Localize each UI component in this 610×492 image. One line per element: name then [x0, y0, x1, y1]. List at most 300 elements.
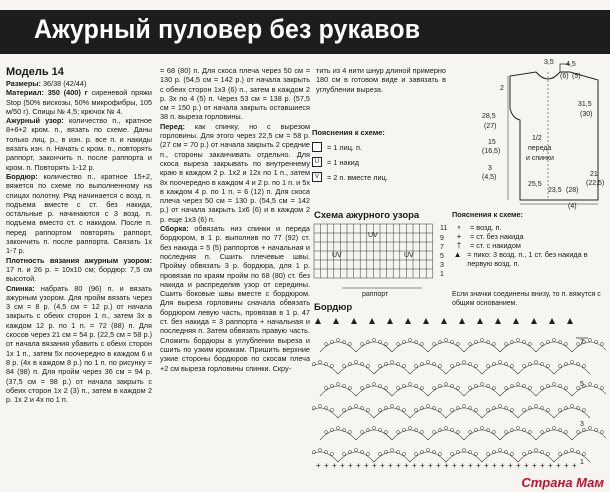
- chain-stitch: [522, 408, 525, 411]
- chain-stitch: [588, 382, 591, 385]
- stitch-symbol: +: [388, 461, 393, 470]
- chain-arch: [428, 342, 464, 352]
- chain-stitch: [396, 386, 399, 389]
- dim-label: 31,5: [578, 101, 592, 108]
- dim-label: (6): [560, 73, 569, 80]
- chain-arch: [338, 364, 374, 374]
- chain-stitch: [444, 426, 447, 429]
- chain-stitch: [552, 338, 555, 341]
- row-number: 1: [440, 271, 444, 278]
- chain-arch: [374, 364, 410, 374]
- chain-stitch: [510, 452, 513, 455]
- legend-item-label: = пико: 3 возд. п., 1 ст. без накида в первую возд. п.: [467, 250, 588, 268]
- page-title: Ажурный пуловер без рукавов: [34, 14, 421, 44]
- legend-item: [312, 142, 432, 152]
- chain-stitch: [540, 430, 543, 433]
- chain-stitch: [504, 386, 507, 389]
- back-label: Спинка:: [6, 283, 35, 293]
- stitch-mark: UV: [332, 252, 342, 259]
- legend-item: [452, 232, 608, 241]
- border-text: количество п., кратное 15+2, вяжется по схеме по выполненному на спицах полотну. Ряд начинается с возд. п. подъема вместе с ст. без накида, остальные р. начинаются с 3 возд. п. подъема вместо ст. с накидом. После п. перед раппортом повторять раппорт, закончить п. после раппорта. Связать 1х 1-7 р.: [6, 171, 152, 256]
- chain-arch: [356, 342, 392, 352]
- dim-label: (22,5): [586, 180, 605, 187]
- chain-stitch: [486, 452, 489, 455]
- chain-stitch: [336, 382, 339, 385]
- chain-stitch: [438, 452, 441, 455]
- chain-stitch: [396, 342, 399, 345]
- chain-stitch: [360, 386, 363, 389]
- chain-stitch: [408, 382, 411, 385]
- legend-item-label: = 1 лиц. п.: [327, 142, 362, 152]
- chain-arch: [410, 408, 446, 418]
- chain-stitch: [324, 342, 327, 345]
- picot-mark: [495, 318, 501, 324]
- chain-stitch: [600, 386, 603, 389]
- chain-stitch: [390, 404, 393, 407]
- sizes-text: 36/38 (42/44): [40, 79, 87, 88]
- stitch-symbol: +: [492, 461, 497, 470]
- chain-stitch: [516, 382, 519, 385]
- chain-arch: [500, 430, 536, 440]
- stitch-symbol: +: [324, 461, 329, 470]
- stitch-symbol: +: [508, 461, 513, 470]
- chain-arch: [572, 342, 606, 352]
- chain-stitch: [360, 342, 363, 345]
- chain-stitch: [534, 448, 537, 451]
- chain-stitch: [318, 448, 321, 451]
- chain-stitch: [546, 364, 549, 367]
- stitch-symbol: +: [556, 461, 561, 470]
- chain-stitch: [582, 364, 585, 367]
- chain-arch: [572, 430, 606, 440]
- border-label: Бордюр:: [6, 171, 38, 181]
- picot-mark: [351, 318, 357, 324]
- chain-stitch: [486, 364, 489, 367]
- stitch-symbol: +: [564, 461, 569, 470]
- chain-stitch: [342, 452, 345, 455]
- chain-stitch: [588, 338, 591, 341]
- chain-arch: [464, 386, 500, 396]
- chain-arch: [572, 386, 606, 396]
- dim-label: 2: [500, 85, 504, 92]
- chain-arch: [392, 342, 428, 352]
- row-number: 3: [440, 262, 444, 269]
- stitch-symbol: +: [476, 461, 481, 470]
- chain-stitch: [372, 426, 375, 429]
- stitch-mark: UV: [404, 252, 414, 259]
- row-number: 7: [580, 339, 584, 346]
- chain-stitch: [546, 408, 549, 411]
- legend-item-label: = 1 накид: [327, 157, 359, 167]
- text-column-1: [6, 66, 152, 492]
- piece-label: и спинки: [526, 155, 554, 162]
- chain-stitch: [384, 430, 387, 433]
- chain-stitch: [318, 360, 321, 363]
- stitch-symbol: +: [500, 461, 505, 470]
- chain-stitch: [450, 408, 453, 411]
- stitch-symbol: +: [332, 461, 337, 470]
- stitch-symbol: +: [540, 461, 545, 470]
- chain-stitch: [354, 404, 357, 407]
- chain-stitch: [468, 386, 471, 389]
- stitch-symbol: +: [572, 461, 577, 470]
- back-text: набрать 80 (96) п. и вязать ажурным узором. Для пройм вязать через 3 см = 8 р. (4,5 см = 12 р.) от начала закрыть с обеих сторон 1 п., затем 3х в каждом 12 р. по 1 п. = 72 (88) п. Для скосов через 21 см = 54 р. (22,5 см = 58 р.) от начала вязания убавить с обеих сторон 1х 1 п., затем 5х поочередно в каждом 6 и 8 р. (4х в каждом 8 р.) по 1 п. по рисунку = 84 (98) п. Для пройм через 36 см = 94 р. (37,5 см = 98 р.) от начала закрыть с обеих сторон 1х 2 (3) п., затем в каждом 2 р. 1х 2 и 4х по 1 п.: [6, 283, 152, 405]
- chain-stitch: [384, 386, 387, 389]
- chain-stitch: [534, 360, 537, 363]
- dim-label: (5): [572, 73, 581, 80]
- stitch-symbol: +: [412, 461, 417, 470]
- chain-stitch: [420, 386, 423, 389]
- yarn-over-icon: U: [312, 157, 322, 167]
- chain-stitch: [372, 338, 375, 341]
- stitch-symbol: +: [452, 461, 457, 470]
- chain-stitch: [432, 386, 435, 389]
- chain-stitch: [600, 430, 603, 433]
- chain-arch: [410, 364, 446, 374]
- chain-stitch: [480, 426, 483, 429]
- chain-stitch: [432, 430, 435, 433]
- chain-stitch: [540, 342, 543, 345]
- sizes-label: Размеры:: [6, 79, 41, 88]
- stitch-symbol: +: [404, 461, 409, 470]
- legend-item: [312, 157, 432, 167]
- chain-stitch: [456, 386, 459, 389]
- chain-stitch: [480, 338, 483, 341]
- chain-stitch: [444, 382, 447, 385]
- chain-stitch: [456, 342, 459, 345]
- chain-stitch: [552, 382, 555, 385]
- chain-stitch: [510, 364, 513, 367]
- chain-stitch: [324, 386, 327, 389]
- back-text-cont: = 68 (80) п. Для скоса плеча через 50 см = 130 р. (54,5 см = 142 р.) от начала закрыть с обеих сторон 1х3 (6) п., затем в каждом 2 р. 3х по 4 (5) п. Через 53 см = 138 р. (57,5 см = 150 р.) от начала закрыть оставшиеся 38 п. выреза горловины.: [160, 66, 310, 122]
- piece-label: переда: [528, 145, 552, 152]
- dim-label: 23,5: [548, 187, 562, 194]
- chain-arch: [518, 408, 554, 418]
- chain-arch: [428, 430, 464, 440]
- picot-mark: [315, 318, 321, 324]
- chain-stitch: [402, 364, 405, 367]
- chain-stitch: [474, 364, 477, 367]
- chain-stitch: [522, 452, 525, 455]
- chain-stitch: [450, 452, 453, 455]
- chain-stitch: [408, 338, 411, 341]
- chain-stitch: [492, 342, 495, 345]
- chain-stitch: [504, 430, 507, 433]
- chain-stitch: [462, 360, 465, 363]
- chain-stitch: [516, 338, 519, 341]
- chain-stitch: [366, 364, 369, 367]
- stitch-symbol: +: [356, 461, 361, 470]
- row-number: 1: [580, 459, 584, 466]
- chain-stitch: [366, 408, 369, 411]
- dim-label: 21: [590, 171, 598, 178]
- chain-stitch: [408, 426, 411, 429]
- chain-arch: [536, 430, 572, 440]
- chain-stitch: [588, 426, 591, 429]
- chain-stitch: [528, 430, 531, 433]
- chain-stitch: [570, 404, 573, 407]
- legend-item-label: = ст. без накида: [470, 232, 524, 241]
- dim-label: 25,5: [528, 181, 542, 188]
- chain-arch: [500, 342, 536, 352]
- chain-stitch: [426, 360, 429, 363]
- cord-text: тить из 4 нити шнур длиной примерно 180 см в готовом виде и завязать в углублении выреза.: [316, 66, 446, 94]
- lace-text: количество п., кратное 8+6+2 кром. п., вязать по схеме. Даны только лиц. р., в изн. р. все п. и накиды вязать изн. п. Начать с кром. п., повторять раппорт, закончить п. после раппорта и кром. п. Повторять 1-12 р.: [6, 116, 152, 172]
- picot-mark: [333, 318, 339, 324]
- chain-stitch: [426, 404, 429, 407]
- row-number: 5: [580, 381, 584, 388]
- chain-stitch: [402, 408, 405, 411]
- row-number: 5: [440, 253, 444, 260]
- front-label: Перед:: [160, 121, 185, 131]
- row-number: 9: [440, 235, 444, 242]
- chain-stitch: [342, 408, 345, 411]
- chain-stitch: [570, 448, 573, 451]
- chain-stitch: [426, 448, 429, 451]
- chain-stitch: [330, 408, 333, 411]
- picot-mark: [369, 318, 375, 324]
- chain-stitch: [402, 452, 405, 455]
- stitch-symbol: +: [532, 461, 537, 470]
- banner: [0, 10, 610, 54]
- chain-arch: [536, 386, 572, 396]
- chain-stitch: [414, 408, 417, 411]
- knit-stitch-icon: [312, 142, 322, 152]
- chain-stitch: [360, 430, 363, 433]
- chain-stitch: [330, 364, 333, 367]
- dim-label: (27): [484, 123, 497, 130]
- chain-stitch: [396, 430, 399, 433]
- chain-stitch: [378, 364, 381, 367]
- stitch-symbol: +: [444, 461, 449, 470]
- legend-item: [452, 223, 608, 232]
- chain-arch: [554, 364, 590, 374]
- chain-stitch: [354, 448, 357, 451]
- chain-stitch: [366, 452, 369, 455]
- chart-note: Если значки соединены внизу, то п. вяжутся с общим основанием.: [452, 291, 601, 307]
- chain-arch: [464, 430, 500, 440]
- chain-stitch: [534, 404, 537, 407]
- chain-stitch: [444, 338, 447, 341]
- lace-chart: [312, 222, 452, 300]
- chain-stitch: [336, 338, 339, 341]
- chain-stitch: [504, 342, 507, 345]
- picot-mark: [531, 318, 537, 324]
- single-crochet-icon: +: [456, 232, 462, 241]
- chain-stitch: [558, 364, 561, 367]
- chain-stitch: [492, 430, 495, 433]
- rapport-label: раппорт: [362, 291, 389, 298]
- legend-heading: Пояснения к схеме:: [312, 128, 385, 137]
- text-column-3: [316, 66, 446, 118]
- material-label: Материал: 350 (400) г: [6, 88, 88, 98]
- chain-stitch: [558, 408, 561, 411]
- lace-chart-title: Схема ажурного узора: [314, 210, 420, 221]
- chain-stitch: [462, 448, 465, 451]
- stitch-symbol: +: [372, 461, 377, 470]
- chain-stitch: [348, 386, 351, 389]
- dim-label: 3,5: [544, 59, 554, 66]
- picot-icon: ▲: [453, 250, 462, 259]
- chain-stitch: [450, 364, 453, 367]
- text-column-2: [160, 66, 310, 492]
- chain-arch: [320, 386, 356, 396]
- chain-stitch: [564, 342, 567, 345]
- dim-label: (16,5): [482, 148, 501, 155]
- chain-stitch: [510, 408, 513, 411]
- chain-stitch: [420, 430, 423, 433]
- chain-stitch: [474, 408, 477, 411]
- chain-stitch: [354, 360, 357, 363]
- picot-mark: [549, 318, 555, 324]
- stitch-symbol: +: [516, 461, 521, 470]
- chain-stitch: [462, 404, 465, 407]
- chain-stitch: [438, 408, 441, 411]
- chain-arch: [482, 408, 518, 418]
- chain-stitch: [498, 448, 501, 451]
- chain-stitch: [528, 342, 531, 345]
- chart-legend-1: [312, 128, 432, 187]
- dim-label: 28,5: [482, 113, 496, 120]
- stitch-symbol: +: [348, 461, 353, 470]
- stitch-symbol: +: [484, 461, 489, 470]
- dim-label: (4,5): [482, 174, 497, 181]
- chain-stitch: [528, 386, 531, 389]
- stitch-symbol: +: [316, 461, 321, 470]
- chain-stitch: [564, 386, 567, 389]
- chain-arch: [536, 342, 572, 352]
- chain-stitch: [576, 430, 579, 433]
- sweater-schematic: [448, 58, 608, 210]
- row-number: 3: [580, 421, 584, 428]
- chain-stitch: [372, 382, 375, 385]
- chain-stitch: [492, 386, 495, 389]
- stitch-mark: UV: [368, 232, 378, 239]
- stitch-symbol: +: [364, 461, 369, 470]
- chain-arch: [446, 364, 482, 374]
- border-stitches: [312, 318, 606, 470]
- dim-label: (4): [568, 203, 577, 210]
- chain-stitch: [420, 342, 423, 345]
- chain-stitch: [564, 430, 567, 433]
- picot-mark: [459, 318, 465, 324]
- legend-heading: Пояснения к схеме:: [452, 210, 523, 219]
- chain-stitch: [432, 342, 435, 345]
- picot-mark: [405, 318, 411, 324]
- stitch-symbol: +: [468, 461, 473, 470]
- density-label: Плотность вязания ажурным узором:: [6, 255, 152, 265]
- legend-item-label: = 2 п. вместе лиц.: [327, 172, 388, 182]
- chain-arch: [338, 408, 374, 418]
- legend-item-label: = возд. п.: [470, 223, 502, 232]
- stitch-symbol: +: [420, 461, 425, 470]
- chain-stitch: [546, 452, 549, 455]
- chain-stitch: [558, 452, 561, 455]
- chain-stitch: [468, 342, 471, 345]
- chain-stitch: [570, 360, 573, 363]
- legend-item-label: = ст. с накидом: [470, 241, 521, 250]
- stitch-symbol: +: [428, 461, 433, 470]
- dim-label: 4,5: [566, 61, 576, 68]
- chain-arch: [554, 408, 590, 418]
- stitch-symbol: +: [436, 461, 441, 470]
- assembly-label: Сборка:: [160, 224, 189, 234]
- chain-stitch: [342, 364, 345, 367]
- double-crochet-icon: †: [456, 241, 462, 250]
- chain-stitch: [468, 430, 471, 433]
- border-chart-title: Бордюр: [314, 302, 353, 313]
- dim-label: (28): [566, 187, 579, 194]
- chain-stitch: [348, 342, 351, 345]
- chain-stitch-icon: ∘: [456, 223, 462, 232]
- chain-stitch: [318, 404, 321, 407]
- chain-stitch: [456, 430, 459, 433]
- assembly-text: обвязать низ спинки и переда бордюром, в 1 р. выполнив по 77 (92) ст. без накида = 5 (5) раппортов + начальная и последняя п. Сшить плечевые швы. Пройму обвязать 3 р. бордюра, для 1 р. провязав по краям пройм по 68 (80) ст. без накида и распределив узор от середины. Сшить боковые швы вместе с бордюром. Для выреза горловины сначала обвязать бордюром левую часть, провязав в 1 р. 47 ст. без накида = 3 раппорта + начальная и последняя п. Затем обвязать правую часть. Сложить бордюры в углублении выреза и сшить по узким кромкам. Пришить верхние узкие стороны бордюров по скосам плеча +2 см выреза горловины спинки. Скру-: [160, 224, 310, 373]
- chart-legend-2: [452, 210, 608, 268]
- chain-stitch: [600, 342, 603, 345]
- chain-stitch: [336, 426, 339, 429]
- chain-arch: [500, 386, 536, 396]
- chain-stitch: [474, 452, 477, 455]
- chain-arch: [374, 408, 410, 418]
- legend-item: [312, 172, 432, 182]
- chain-arch: [320, 342, 356, 352]
- picot-mark: [387, 318, 393, 324]
- chain-arch: [464, 342, 500, 352]
- chain-arch: [518, 364, 554, 374]
- dim-label: 15: [488, 139, 496, 146]
- chain-stitch: [516, 426, 519, 429]
- stitch-symbol: +: [380, 461, 385, 470]
- chain-arch: [392, 386, 428, 396]
- picot-mark: [423, 318, 429, 324]
- chain-stitch: [330, 452, 333, 455]
- piece-label: 1/2: [532, 135, 542, 142]
- picot-mark: [441, 318, 447, 324]
- chain-stitch: [348, 430, 351, 433]
- chain-stitch: [486, 408, 489, 411]
- chain-stitch: [378, 408, 381, 411]
- chain-stitch: [498, 404, 501, 407]
- chain-stitch: [480, 382, 483, 385]
- legend-item: [452, 241, 608, 250]
- chain-arch: [482, 364, 518, 374]
- stitch-symbol: +: [460, 461, 465, 470]
- chain-arch: [356, 430, 392, 440]
- chain-arch: [392, 430, 428, 440]
- k2tog-icon: V: [312, 172, 322, 182]
- legend-item: [452, 250, 608, 268]
- chain-arch: [356, 386, 392, 396]
- chain-stitch: [438, 364, 441, 367]
- stitch-symbol: +: [524, 461, 529, 470]
- chain-stitch: [582, 408, 585, 411]
- model-title: Модель 14: [6, 66, 64, 78]
- chain-stitch: [522, 364, 525, 367]
- border-chart: [312, 312, 606, 472]
- chain-arch: [428, 386, 464, 396]
- picot-mark: [477, 318, 483, 324]
- stitch-symbol: +: [396, 461, 401, 470]
- row-number: 11: [440, 225, 448, 232]
- chain-stitch: [552, 426, 555, 429]
- dim-label: (30): [580, 111, 593, 118]
- chain-stitch: [582, 452, 585, 455]
- density-text: 17 п. и 26 р. = 10х10 см; бордюр: 7,5 см высотой.: [6, 264, 152, 284]
- lace-label: Ажурный узор:: [6, 116, 64, 126]
- chain-stitch: [540, 386, 543, 389]
- chain-stitch: [390, 360, 393, 363]
